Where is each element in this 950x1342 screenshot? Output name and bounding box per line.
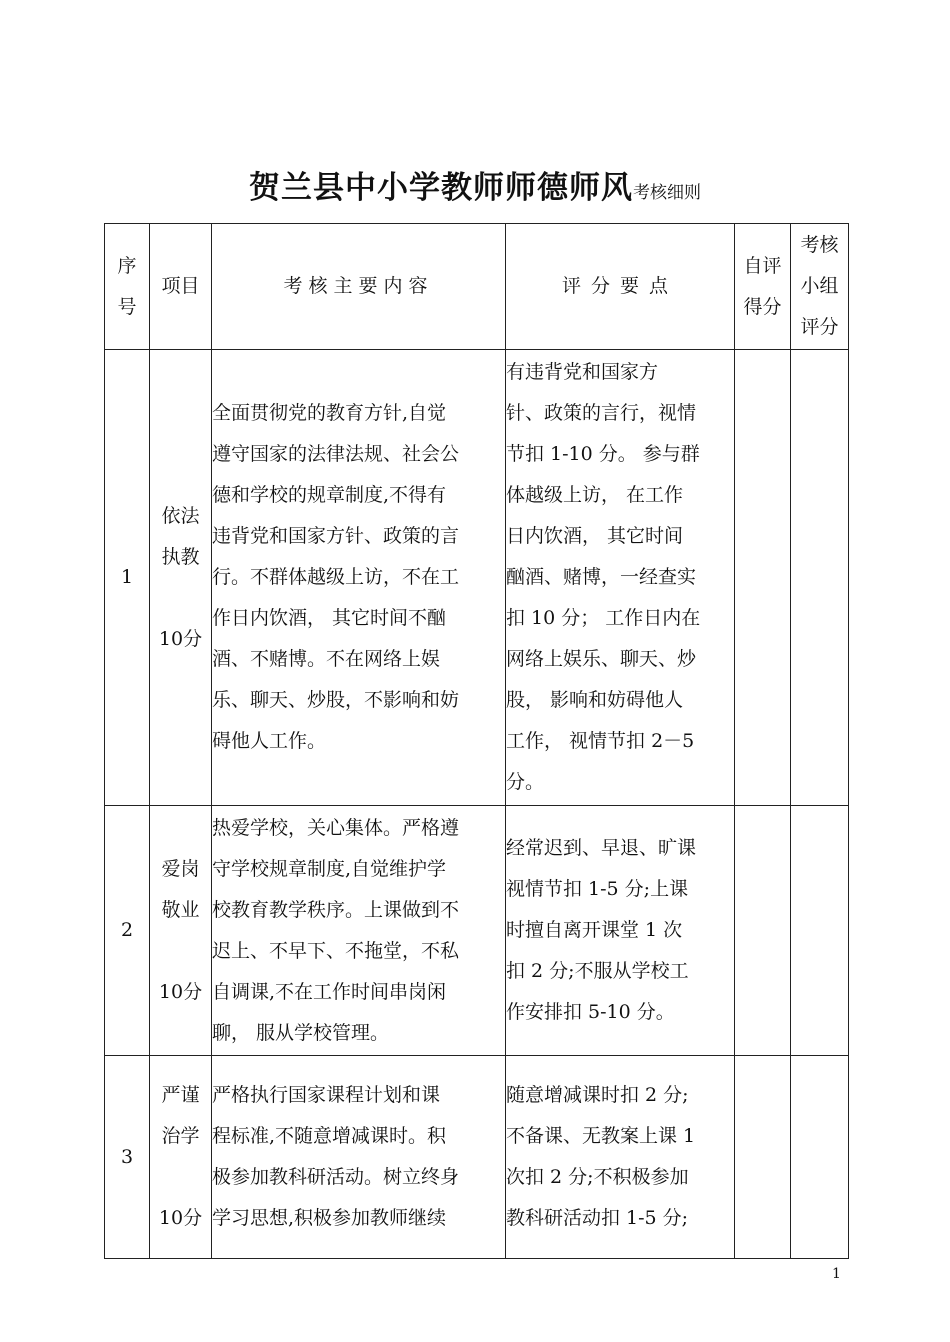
row-group-score-cell[interactable] <box>791 806 849 1056</box>
row-self-score-cell[interactable] <box>735 1056 791 1259</box>
row-seq: 1 <box>105 350 150 806</box>
header-content: 考核主要内容 <box>212 224 506 350</box>
table-row <box>105 350 849 806</box>
row-scoring: 随意增减课时扣 2 分; 不备课、无教案上课 1 次扣 2 分;不积极参加 教科研活动扣 1-5 分; <box>506 1056 735 1259</box>
row-scoring: 有违背党和国家方 针、政策的言行，视情 节扣 1-10 分。 参与群 体越级上访， 在工作 日内饮酒， 其它时间 酗酒、赌博，一经查实 扣 10 分； 工作日内在 网络上娱乐、聊天、炒 股， 影响和妨碍他人 工作， 视情节扣 2－5 分。 <box>506 350 735 806</box>
header-row <box>105 224 849 350</box>
header-item: 项目 <box>150 224 212 350</box>
header-group-score: 考核 小组 评分 <box>791 224 849 350</box>
header-self-score: 自评 得分 <box>735 224 791 350</box>
title-main: 贺兰县中小学教师师德师风 <box>249 170 633 206</box>
table-row <box>105 806 849 1056</box>
header-seq: 序 号 <box>105 224 150 350</box>
row-seq: 3 <box>105 1056 150 1259</box>
row-seq: 2 <box>105 806 150 1056</box>
row-self-score-cell[interactable] <box>735 350 791 806</box>
row-self-score-cell[interactable] <box>735 806 791 1056</box>
row-content: 严格执行国家课程计划和课 程标准,不随意增减课时。积 极参加教科研活动。树立终身 学习思想,积极参加教师继续 <box>212 1056 506 1259</box>
header-scoring: 评分要点 <box>506 224 735 350</box>
table-row <box>105 1056 849 1259</box>
row-group-score-cell[interactable] <box>791 350 849 806</box>
row-item: 依法 执教 10分 <box>150 350 212 806</box>
row-group-score-cell[interactable] <box>791 1056 849 1259</box>
document-title <box>0 162 950 207</box>
assessment-table <box>104 223 849 1259</box>
title-suffix: 考核细则 <box>633 183 701 203</box>
row-content: 热爱学校，关心集体。严格遵 守学校规章制度,自觉维护学 校教育教学秩序。上课做到不 迟上、不早下、不拖堂，不私 自调课,不在工作时间串岗闲 聊， 服从学校管理。 <box>212 806 506 1056</box>
row-item: 爱岗 敬业 10分 <box>150 806 212 1056</box>
page-number: 1 <box>832 1266 841 1282</box>
row-content: 全面贯彻党的教育方针,自觉 遵守国家的法律法规、社会公 德和学校的规章制度,不得有 违背党和国家方针、政策的言 行。不群体越级上访，不在工 作日内饮酒， 其它时间不酗 酒、不赌博。不在网络上娱 乐、聊天、炒股，不影响和妨 碍他人工作。 <box>212 350 506 806</box>
row-item: 严谨 治学 10分 <box>150 1056 212 1259</box>
row-scoring: 经常迟到、早退、旷课 视情节扣 1-5 分;上课 时擅自离开课堂 1 次 扣 2 分;不服从学校工 作安排扣 5-10 分。 <box>506 806 735 1056</box>
